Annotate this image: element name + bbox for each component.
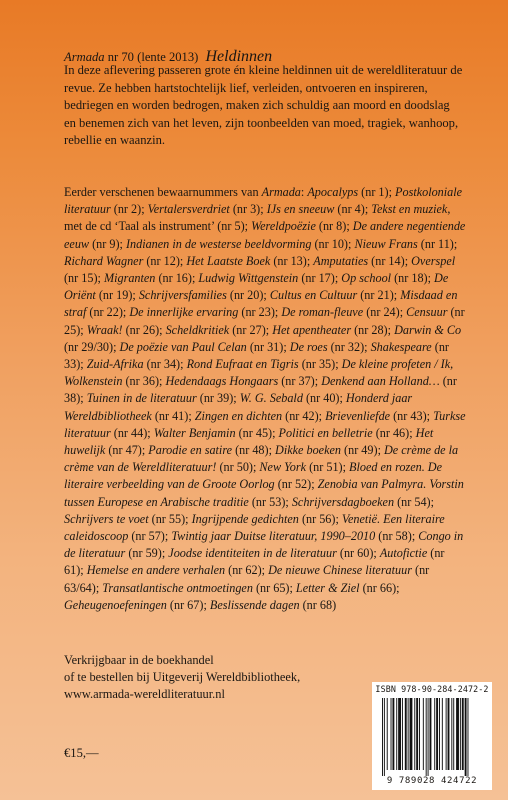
issue-title: Brievenliefde [325, 408, 391, 423]
issue-title: Amputaties [313, 253, 369, 268]
issue-number: (nr 11) [417, 236, 454, 251]
issue-title: Scheldkritiek [165, 322, 230, 337]
barcode-bar [402, 698, 403, 770]
issue-title: Nieuw Frans [354, 236, 418, 251]
issue-number: (nr 59) [125, 546, 162, 561]
issue-title: Ludwig Wittgenstein [198, 271, 299, 286]
issue-entry: Zingen en dichten (nr 42); [194, 408, 326, 423]
issue-entry: Hemelse en andere verhalen (nr 62); [86, 563, 269, 578]
issue-title: Schrijversfamilies [138, 288, 227, 303]
barcode-bar [398, 698, 401, 770]
barcode-bar [410, 698, 413, 770]
issue-number: (nr 41) [151, 408, 189, 423]
issue-number: nr 70 (lente 2013) [104, 50, 199, 64]
issue-entry: De kleine profeten / Ik, Wolkenstein (nr 36); [64, 357, 454, 389]
barcode-bar [434, 698, 435, 770]
barcode-bar [451, 698, 452, 770]
issue-entry: Het apentheater (nr 28); [272, 322, 395, 337]
barcode-bar [446, 698, 447, 770]
issue-title: Schrijversdagboeken [291, 494, 395, 509]
issue-number: (nr 20) [226, 288, 264, 303]
issue-entry: Ludwig Wittgenstein (nr 17); [198, 271, 342, 286]
barcode-bar [453, 698, 454, 770]
issue-number: (nr 68) [299, 597, 337, 612]
issue-number: (nr 44) [110, 425, 148, 440]
issue-number: (nr 37) [278, 374, 315, 389]
issue-title: Venetië. Een literaire caleidoscoop [64, 511, 445, 544]
issue-entry: Vertalersverdriet (nr 3); [147, 202, 267, 217]
barcode-bar [423, 698, 424, 770]
barcode-bar [442, 698, 443, 770]
buy-line-bookstore: Verkrijgbaar in de boekhandel [64, 653, 214, 667]
issue-number: (nr 9) [89, 236, 120, 251]
issue-title: Schrijvers te voet [64, 511, 149, 526]
issue-number: (nr 61) [64, 546, 445, 578]
issue-number: (nr 40) [302, 391, 340, 406]
issue-number: (nr 65) [252, 580, 290, 595]
issue-entry: Postkoloniale literatuur (nr 2); [64, 185, 463, 217]
issue-entry: Schrijvers te voet (nr 55); [64, 511, 192, 526]
issue-title: Heldinnen [205, 48, 273, 65]
issue-entry: Migranten (nr 16); [103, 271, 199, 286]
barcode-bar [456, 698, 459, 770]
issue-number: (nr 36) [122, 374, 160, 389]
barcode-bar [384, 698, 385, 776]
issue-title: Shakespeare [370, 339, 432, 354]
barcode-bar [391, 698, 392, 770]
issue-entry: Nieuw Frans (nr 11); [354, 236, 458, 251]
issue-title: Overspel [411, 253, 456, 268]
issue-number: , met de cd ‘Taal als instrument’ (nr 5) [64, 202, 451, 234]
issue-title: Letter & Ziel [295, 580, 360, 595]
issue-number: (nr 31) [246, 339, 284, 354]
isbn-text: ISBN 978-90-284-2472-2 [375, 684, 489, 694]
issue-number: (nr 48) [232, 443, 269, 458]
issue-number: (nr 2) [110, 202, 142, 217]
ordering-info [64, 652, 404, 703]
buy-line-publisher: of te bestellen bij Uitgeverij Wereldbibliotheek, [64, 670, 301, 684]
issue-title: Autofictie [379, 546, 428, 561]
issue-number: (nr 60) [336, 546, 374, 561]
issue-number: (nr 18) [391, 271, 428, 286]
issue-entry: Congo in de literatuur (nr 59); [64, 529, 464, 561]
issue-title: Richard Wagner [64, 253, 144, 268]
issue-title: Het apentheater [272, 322, 352, 337]
previous-issues-list [64, 184, 466, 614]
issue-entry: Wraak! (nr 26); [86, 322, 166, 337]
issue-title: Darwin & Co [394, 322, 462, 337]
barcode-bar [426, 698, 427, 776]
issue-title: Het huwelijk [64, 425, 434, 458]
issue-title: Parodie en satire [148, 443, 233, 458]
issue-number: (nr 23) [238, 305, 275, 320]
website-link[interactable]: www.armada-wereldliteratuur.nl [64, 687, 225, 701]
issue-title: Honderd jaar Wereldbibliotheek [64, 391, 413, 423]
issue-entry: De andere negentiende eeuw (nr 9); [64, 219, 466, 251]
barcode-bar [382, 698, 383, 776]
barcode-bar [439, 698, 440, 770]
issue-title: Transatlantische ontmoetingen [102, 580, 253, 595]
issue-number: (nr 12) [143, 253, 180, 268]
issue-entry: Denkend aan Holland… (nr 38); [64, 374, 457, 406]
price: €15,— [64, 746, 99, 760]
issue-number: (nr 10) [311, 236, 348, 251]
barcode-bar [436, 698, 438, 770]
issue-entry: IJs en sneeuw (nr 4); [266, 202, 372, 217]
barcode-bar [468, 698, 469, 776]
issue-entry: Politici en belletrie (nr 46); [278, 425, 416, 440]
issue-number: (nr 28) [351, 322, 388, 337]
issue-number: (nr 16) [155, 271, 192, 286]
issue-entry: De roes (nr 32); [289, 339, 371, 354]
issue-number: (nr 39) [196, 391, 234, 406]
issue-number: (nr 35) [298, 357, 336, 372]
issue-entry: Dikke boeken (nr 49); [275, 443, 384, 458]
issue-number: (nr 50) [216, 460, 253, 475]
issue-entry: De poëzie van Paul Celan (nr 31); [119, 339, 290, 354]
issue-title: De Oriënt [64, 271, 449, 303]
barcode-bar [465, 698, 467, 776]
issue-title: Zuid-Afrika [86, 357, 144, 372]
issue-entry: Zenobia van Palmyra. Vorstin tussen Europese en Arabische traditie (nr 53); [64, 477, 464, 509]
issue-number: (nr 58) [375, 529, 412, 544]
issue-entry: Hedendaags Hongaars (nr 37); [165, 374, 322, 389]
issue-entry: Tekst en muziek, met de cd ‘Taal als instrument’ (nr 5); [64, 202, 451, 234]
issue-title: Hedendaags Hongaars [165, 374, 279, 389]
issue-entry: Op school (nr 18); [341, 271, 435, 286]
issue-number: (nr 25) [64, 305, 465, 337]
issue-entry: Tuinen in de literatuur (nr 39); [86, 391, 240, 406]
issue-number: (nr 56) [298, 511, 336, 526]
issue-number: (nr 52) [274, 477, 312, 492]
barcode-bar [430, 698, 432, 770]
issue-number: (nr 21) [357, 288, 394, 303]
issue-number: (nr 47) [105, 443, 142, 458]
issue-number: (nr 57) [128, 529, 165, 544]
issue-title: De nieuwe Chinese literatuur [268, 563, 412, 578]
issue-entry: Autofictie (nr 61); [64, 546, 445, 578]
issue-title: De roes [289, 339, 328, 354]
issue-title: Cultus en Cultuur [269, 288, 358, 303]
issue-number: (nr 67) [166, 597, 204, 612]
series-name: Armada [64, 50, 105, 64]
issue-entry: Overspel (nr 15); [64, 253, 456, 286]
issue-entry: Bloed en rozen. De literaire verbeelding van de Groote Oorlog (nr 52); [64, 460, 443, 492]
issue-number: (nr 54) [394, 494, 431, 509]
barcode-digits: 9 789028 424722 [386, 776, 478, 786]
issue-entry: De roman-fleuve (nr 24); [281, 305, 407, 320]
issue-title: W. G. Sebald [239, 391, 303, 406]
barcode-bar [396, 698, 397, 770]
issue-title: Dikke boeken [275, 443, 341, 458]
issue-number: (nr 4) [334, 202, 365, 217]
issue-title: Indianen in de westerse beeldvorming [125, 236, 312, 251]
issue-entry: Indianen in de westerse beeldvorming (nr 10); [125, 236, 355, 251]
issue-number: (nr 27) [229, 322, 266, 337]
issue-title: Op school [341, 271, 392, 286]
issue-title: Migranten [103, 271, 156, 286]
issue-number: (nr 49) [341, 443, 378, 458]
issue-title: Twintig jaar Duitse literatuur, 1990–2010 [171, 529, 376, 544]
issue-title: Ingrijpende gedichten [191, 511, 299, 526]
issue-title: New York [259, 460, 307, 475]
issue-number: (nr 1) [358, 185, 389, 199]
issue-title: Vertalersverdriet [147, 202, 230, 217]
list-intro: Eerder verschenen bewaarnummers van [64, 185, 262, 199]
issue-number: (nr 15) [64, 271, 98, 286]
issue-title: Hemelse en andere verhalen [86, 563, 226, 578]
issue-entry: Venetië. Een literaire caleidoscoop (nr 57); [64, 511, 445, 544]
issue-entry [210, 598, 336, 612]
issue-entry: Shakespeare (nr 33); [64, 339, 449, 372]
issue-entry: Joodse identiteiten in de literatuur (nr 60); [168, 546, 380, 561]
issue-title: Wereldpoëzie [251, 219, 316, 234]
issue-title: Wraak! [86, 322, 123, 337]
issue-title: De kleine profeten / Ik, Wolkenstein [64, 357, 454, 389]
issue-number: (nr 53) [248, 494, 286, 509]
issue-entry: Wereldpoëzie (nr 8); [251, 219, 353, 234]
issue-number: (nr 22) [86, 305, 123, 320]
issues-container [64, 185, 466, 612]
issue-title: De crème de la crème van de Wereldliteratuur! [64, 443, 459, 475]
issue-title: Joodse identiteiten in de literatuur [168, 546, 337, 561]
issue-number: (nr 13) [270, 253, 307, 268]
issue-title: Zenobia van Palmyra. Vorstin tussen Europese en Arabische traditie [64, 477, 464, 509]
barcode-bar [462, 698, 464, 770]
intro-text: In deze aflevering passeren grote én kleine heldinnen uit de wereldliteratuur de revue. Ze hebben hartstochtelijk lief, verleiden, ontvoeren en inspireren, bedriegen en worden bedrogen, maken zich schuldig aan moord en doodslag en benemen zich van het leven, zijn toonbeelden van moed, tragiek, wanhoop, rebellie en waanzin. [64, 63, 463, 148]
barcode-panel [372, 682, 492, 790]
issue-title: De innerlijke ervaring [129, 305, 239, 320]
issue-number: (nr 66) [359, 580, 397, 595]
barcode-bar [416, 698, 418, 770]
issue-number: (nr 24) [363, 305, 400, 320]
issue-entry: Zuid-Afrika (nr 34); [86, 357, 187, 372]
issue-title: Misdaad en straf [64, 288, 458, 320]
issue-entry: Turkse literatuur (nr 44); [64, 408, 466, 440]
issue-entry: De crème de la crème van de Wereldliteratuur! (nr 50); [64, 443, 459, 475]
barcode-bar [414, 698, 415, 770]
barcode-bar [387, 698, 388, 770]
issue-entry: Honderd jaar Wereldbibliotheek (nr 41); [64, 391, 413, 423]
issue-entry: Amputaties (nr 14); [313, 253, 412, 268]
issue-number: (nr 29/30) [64, 339, 114, 354]
issue-title: De poëzie van Paul Celan [119, 339, 247, 354]
intro-paragraph [64, 62, 464, 150]
issue-number: (nr 19) [95, 288, 133, 303]
issue-entry: Rond Eufraat en Tigris (nr 35); [186, 357, 342, 372]
issue-entry: Twintig jaar Duitse literatuur, 1990–2010 (nr 58); [171, 529, 419, 544]
barcode-bar [392, 698, 394, 770]
issue-entry: Scheldkritiek (nr 27); [165, 322, 273, 337]
barcode-bar [405, 698, 407, 770]
issue-entry: Darwin & Co (nr 29/30); [64, 322, 462, 354]
issue-number: (nr 17) [298, 271, 335, 286]
issue-number: (nr 55) [148, 511, 186, 526]
issue-entry: De Oriënt (nr 19); [64, 271, 449, 303]
issue-title: Tuinen in de literatuur [86, 391, 197, 406]
issue-title: De andere negentiende eeuw [64, 219, 466, 251]
issue-entry: Cultus en Cultuur (nr 21); [269, 288, 401, 303]
barcode-bar [448, 698, 450, 770]
barcode-bar [428, 698, 429, 776]
issue-title: Postkoloniale literatuur [64, 185, 463, 217]
issue-number: (nr 8) [315, 219, 347, 234]
issue-number: (nr 34) [143, 357, 181, 372]
issue-entry: Censuur (nr 25); [64, 305, 465, 337]
issue-entry: Misdaad en straf (nr 22); [64, 288, 458, 320]
barcode-icon [380, 698, 484, 776]
issue-number: (nr 51) [306, 460, 343, 475]
issue-title: Turkse literatuur [64, 408, 466, 440]
issue-title: Walter Benjamin [153, 425, 236, 440]
issue-entry: Parodie en satire (nr 48); [148, 443, 276, 458]
issue-entry: De nieuwe Chinese literatuur (nr 63/64); [64, 563, 430, 595]
barcode-bar [408, 698, 409, 770]
list-intro-end: : [300, 185, 308, 199]
issue-title: Rond Eufraat en Tigris [186, 357, 299, 372]
issue-number: (nr 38) [64, 374, 457, 406]
issue-entry: Schrijversfamilies (nr 20); [138, 288, 270, 303]
issue-title: Bloed en rozen. De literaire verbeelding van de Groote Oorlog [64, 460, 443, 492]
issue-number: (nr 33) [64, 339, 449, 372]
issue-number: (nr 46) [372, 425, 410, 440]
issue-title: Zingen en dichten [194, 408, 283, 423]
issue-number: (nr 45) [235, 425, 273, 440]
issue-entry: Brievenliefde (nr 43); [325, 408, 434, 423]
issue-entry: Apocalyps (nr 1); [307, 185, 396, 199]
issue-entry: Letter & Ziel (nr 66); [295, 580, 400, 595]
issue-number: (nr 3) [229, 202, 261, 217]
issue-entry: Het Laatste Boek (nr 13); [186, 253, 314, 268]
issue-entry: Walter Benjamin (nr 45); [153, 425, 279, 440]
issue-title: De roman-fleuve [281, 305, 364, 320]
issue-title: Congo in de literatuur [64, 529, 464, 561]
issue-title: Politici en belletrie [278, 425, 373, 440]
issue-title: IJs en sneeuw [266, 202, 335, 217]
issue-entry: Schrijversdagboeken (nr 54); [291, 494, 434, 509]
issue-title: Denkend aan Holland… [321, 374, 440, 389]
issue-title: Apocalyps [307, 185, 359, 199]
issue-entry: Geheugenoefeningen (nr 67); [64, 597, 210, 612]
barcode-bar [419, 698, 420, 770]
issue-title: Geheugenoefeningen [64, 597, 167, 612]
issue-number: (nr 26) [122, 322, 160, 337]
issue-title: Het Laatste Boek [186, 253, 271, 268]
issue-number: (nr 42) [282, 408, 319, 423]
issue-number: (nr 63/64) [64, 563, 430, 595]
issue-number: (nr 32) [327, 339, 365, 354]
issue-entry: Richard Wagner (nr 12); [64, 253, 187, 268]
issue-entry: Transatlantische ontmoetingen (nr 65); [102, 580, 296, 595]
issue-entry: De innerlijke ervaring (nr 23); [129, 305, 282, 320]
list-intro-series: Armada [261, 185, 301, 199]
issue-number: (nr 62) [225, 563, 262, 578]
issue-title: Censuur [406, 305, 448, 320]
issue-entry: W. G. Sebald (nr 40); [239, 391, 346, 406]
issue-number: (nr 43) [390, 408, 427, 423]
issue-number: (nr 14) [368, 253, 405, 268]
issue-entry: Ingrijpende gedichten (nr 56); [191, 511, 342, 526]
issue-title: Beslissende dagen [209, 597, 300, 612]
issue-entry: Het huwelijk (nr 47); [64, 425, 434, 458]
barcode-bar [460, 698, 461, 770]
issue-title: Tekst en muziek [371, 202, 448, 217]
issue-entry: New York (nr 51); [259, 460, 350, 475]
